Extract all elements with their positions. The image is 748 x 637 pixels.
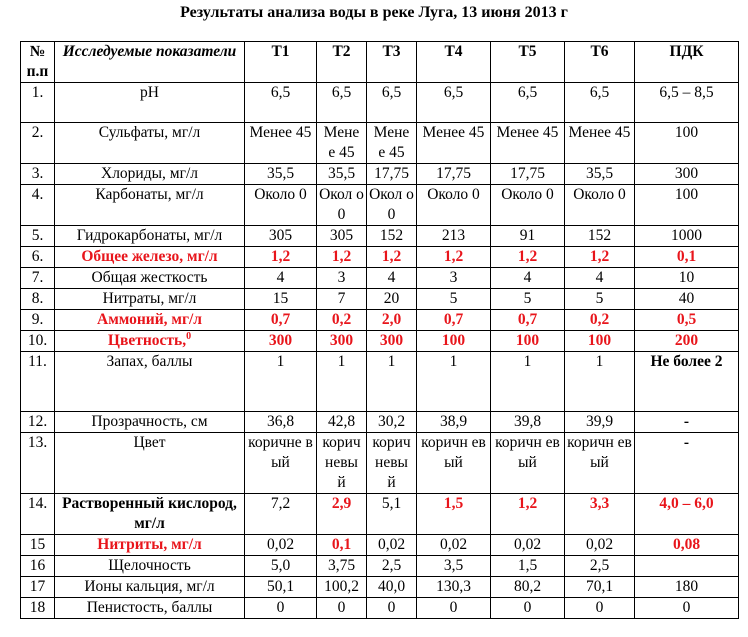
parameter-name: [55, 598, 245, 619]
value-cell: 305: [317, 226, 367, 247]
value-cell: 38,9: [417, 412, 491, 433]
value-cell: 1,2: [491, 494, 565, 535]
value-cell: 50,1: [245, 577, 317, 598]
table-row: [21, 247, 739, 268]
parameter-name: [55, 494, 245, 535]
row-number: 6.: [21, 247, 55, 268]
value-cell: 6,5: [417, 83, 491, 123]
table-row: [21, 123, 739, 164]
limit-cell: -: [635, 433, 739, 494]
value-cell: 80,2: [491, 577, 565, 598]
value-cell: 39,8: [491, 412, 565, 433]
limit-cell: 0,5: [635, 310, 739, 331]
value-cell: 5: [565, 289, 635, 310]
value-cell: 1: [491, 352, 565, 412]
value-cell: 1,2: [317, 247, 367, 268]
value-cell: 4: [367, 268, 417, 289]
parameter-label: Сульфаты, мг/л: [98, 124, 201, 141]
row-number: 18: [21, 598, 55, 619]
value-cell: 42,8: [317, 412, 367, 433]
row-number: 1.: [21, 83, 55, 123]
value-cell: корич невы й: [367, 433, 417, 494]
parameter-label: Общая жесткость: [91, 269, 208, 286]
value-cell: 0,02: [245, 535, 317, 556]
parameter-name: [55, 331, 245, 352]
value-cell: 0: [565, 598, 635, 619]
parameter-name: [55, 535, 245, 556]
table-row: [21, 352, 739, 412]
header-num: № п.п: [21, 42, 55, 83]
value-cell: 1: [417, 352, 491, 412]
limit-cell: 1000: [635, 226, 739, 247]
value-cell: 1,2: [491, 247, 565, 268]
value-cell: Около 0: [417, 185, 491, 226]
limit-cell: 10: [635, 268, 739, 289]
value-cell: 6,5: [565, 83, 635, 123]
value-cell: 1: [245, 352, 317, 412]
value-cell: корич невы й: [317, 433, 367, 494]
value-cell: 152: [565, 226, 635, 247]
value-cell: 0,2: [565, 310, 635, 331]
parameter-name: [55, 226, 245, 247]
value-cell: 30,2: [367, 412, 417, 433]
value-cell: 0: [367, 598, 417, 619]
value-cell: 1,2: [417, 247, 491, 268]
parameter-label: Общее железо, мг/л: [81, 248, 218, 265]
value-cell: 0,02: [417, 535, 491, 556]
value-cell: 0,1: [317, 535, 367, 556]
value-cell: 17,75: [367, 164, 417, 185]
row-number: 5.: [21, 226, 55, 247]
row-number: 15: [21, 535, 55, 556]
parameter-label: Нитриты, мг/л: [97, 536, 202, 553]
value-cell: Менее 45: [245, 123, 317, 164]
value-cell: 100,2: [317, 577, 367, 598]
value-cell: 1,2: [565, 247, 635, 268]
value-cell: Менее 45: [491, 123, 565, 164]
value-cell: коричн евый: [417, 433, 491, 494]
row-number: 9.: [21, 310, 55, 331]
header-t6: Т6: [565, 42, 635, 83]
table-row: [21, 535, 739, 556]
row-number: 11.: [21, 352, 55, 412]
value-cell: 100: [417, 331, 491, 352]
value-cell: 4: [245, 268, 317, 289]
value-cell: коричн евый: [565, 433, 635, 494]
value-cell: 15: [245, 289, 317, 310]
parameter-label: Аммоний, мг/л: [97, 311, 202, 328]
parameter-name: [55, 123, 245, 164]
value-cell: 2,9: [317, 494, 367, 535]
value-cell: 2,5: [565, 556, 635, 577]
value-cell: 5,1: [367, 494, 417, 535]
parameter-name: [55, 556, 245, 577]
value-cell: 0,7: [245, 310, 317, 331]
table-row: [21, 289, 739, 310]
value-cell: 6,5: [317, 83, 367, 123]
table-row: [21, 268, 739, 289]
header-row: [21, 42, 739, 83]
value-cell: 0,2: [317, 310, 367, 331]
results-table: [20, 41, 739, 619]
table-row: [21, 226, 739, 247]
table-row: [21, 598, 739, 619]
value-cell: 300: [317, 331, 367, 352]
value-cell: 5: [491, 289, 565, 310]
table-row: [21, 310, 739, 331]
row-number: 4.: [21, 185, 55, 226]
table-row: [21, 164, 739, 185]
value-cell: 300: [367, 331, 417, 352]
value-cell: 91: [491, 226, 565, 247]
header-t5: Т5: [491, 42, 565, 83]
row-number: 17: [21, 577, 55, 598]
parameter-label: Ионы кальция, мг/л: [84, 578, 215, 595]
value-cell: 2,0: [367, 310, 417, 331]
parameter-label: Нитраты, мг/л: [102, 290, 197, 307]
value-cell: Мене е 45: [367, 123, 417, 164]
parameter-name: [55, 289, 245, 310]
value-cell: 35,5: [565, 164, 635, 185]
parameter-name: [55, 185, 245, 226]
table-row: [21, 83, 739, 123]
table-row: [21, 433, 739, 494]
parameter-label: Пенистость, баллы: [86, 599, 213, 616]
value-cell: 100: [491, 331, 565, 352]
value-cell: Около 0: [491, 185, 565, 226]
value-cell: 0: [491, 598, 565, 619]
value-cell: 1,5: [491, 556, 565, 577]
value-cell: 100: [565, 331, 635, 352]
row-number: 3.: [21, 164, 55, 185]
limit-cell: 180: [635, 577, 739, 598]
value-cell: Окол о 0: [367, 185, 417, 226]
limit-cell: -: [635, 412, 739, 433]
value-cell: 20: [367, 289, 417, 310]
value-cell: 1,2: [245, 247, 317, 268]
header-t1: Т1: [245, 42, 317, 83]
value-cell: 3,75: [317, 556, 367, 577]
value-cell: 6,5: [367, 83, 417, 123]
header-t2: Т2: [317, 42, 367, 83]
value-cell: 17,75: [417, 164, 491, 185]
value-cell: 0: [245, 598, 317, 619]
value-cell: 130,3: [417, 577, 491, 598]
value-cell: 3: [317, 268, 367, 289]
parameter-name: [55, 310, 245, 331]
value-cell: 3,5: [417, 556, 491, 577]
value-cell: 35,5: [317, 164, 367, 185]
parameter-name: [55, 83, 245, 123]
parameter-name: [55, 577, 245, 598]
value-cell: Менее 45: [417, 123, 491, 164]
value-cell: 1: [317, 352, 367, 412]
limit-cell: 0: [635, 598, 739, 619]
page-title: Результаты анализа воды в реке Луга, 13 июня 2013 г: [180, 4, 568, 21]
value-cell: 1: [565, 352, 635, 412]
value-cell: 3: [417, 268, 491, 289]
value-cell: коричне вый: [245, 433, 317, 494]
value-cell: Менее 45: [565, 123, 635, 164]
value-cell: 4: [565, 268, 635, 289]
limit-cell: 300: [635, 164, 739, 185]
value-cell: 5,0: [245, 556, 317, 577]
value-cell: 2,5: [367, 556, 417, 577]
value-cell: 300: [245, 331, 317, 352]
table-row: [21, 412, 739, 433]
value-cell: 70,1: [565, 577, 635, 598]
value-cell: Мене е 45: [317, 123, 367, 164]
limit-cell: 6,5 – 8,5: [635, 83, 739, 123]
value-cell: 36,8: [245, 412, 317, 433]
value-cell: 1,5: [417, 494, 491, 535]
table-row: [21, 577, 739, 598]
value-cell: 0: [417, 598, 491, 619]
row-number: 16: [21, 556, 55, 577]
value-cell: 17,75: [491, 164, 565, 185]
header-t3: Т3: [367, 42, 417, 83]
value-cell: 0,02: [565, 535, 635, 556]
limit-cell: [635, 556, 739, 577]
value-cell: Около 0: [245, 185, 317, 226]
parameter-label: Запах, баллы: [106, 353, 193, 370]
row-number: 12.: [21, 412, 55, 433]
value-cell: 39,9: [565, 412, 635, 433]
table-row: [21, 185, 739, 226]
value-cell: 0,02: [367, 535, 417, 556]
value-cell: 40,0: [367, 577, 417, 598]
value-cell: 305: [245, 226, 317, 247]
parameter-name: [55, 268, 245, 289]
parameter-label: Карбонаты, мг/л: [95, 186, 204, 203]
value-cell: 6,5: [245, 83, 317, 123]
row-number: 10.: [21, 331, 55, 352]
row-number: 2.: [21, 123, 55, 164]
value-cell: 1,2: [367, 247, 417, 268]
header-t4: Т4: [417, 42, 491, 83]
limit-cell: 200: [635, 331, 739, 352]
parameter-label: Щелочность: [108, 557, 191, 574]
table-row: [21, 331, 739, 352]
limit-cell: 0,08: [635, 535, 739, 556]
row-number: 14.: [21, 494, 55, 535]
value-cell: 152: [367, 226, 417, 247]
value-cell: 5: [417, 289, 491, 310]
parameter-label: Хлориды, мг/л: [101, 165, 198, 182]
parameter-name: [55, 412, 245, 433]
value-cell: коричн евый: [491, 433, 565, 494]
parameter-label: Цвет: [133, 434, 166, 451]
value-cell: 1: [367, 352, 417, 412]
value-cell: 0,7: [417, 310, 491, 331]
value-cell: 0: [317, 598, 367, 619]
value-cell: 0,7: [491, 310, 565, 331]
parameter-name: [55, 164, 245, 185]
limit-cell: 100: [635, 123, 739, 164]
row-number: 8.: [21, 289, 55, 310]
header-param: Исследуемые показатели: [55, 42, 245, 83]
limit-cell: 100: [635, 185, 739, 226]
row-number: 7.: [21, 268, 55, 289]
value-cell: 35,5: [245, 164, 317, 185]
value-cell: 0,02: [491, 535, 565, 556]
row-number: 13.: [21, 433, 55, 494]
value-cell: Около 0: [565, 185, 635, 226]
value-cell: 213: [417, 226, 491, 247]
table-row: [21, 556, 739, 577]
parameter-name: [55, 433, 245, 494]
parameter-name: [55, 352, 245, 412]
parameter-label: Гидрокарбонаты, мг/л: [76, 227, 223, 244]
parameter-label: Прозрачность, см: [91, 413, 208, 430]
value-cell: 3,3: [565, 494, 635, 535]
value-cell: 7,2: [245, 494, 317, 535]
table-row: [21, 494, 739, 535]
value-cell: 7: [317, 289, 367, 310]
limit-cell: Не более 2: [635, 352, 739, 412]
header-limit: ПДК: [635, 42, 739, 83]
limit-cell: 40: [635, 289, 739, 310]
value-cell: 6,5: [491, 83, 565, 123]
parameter-label: Растворенный кислород, мг/л: [62, 495, 237, 532]
limit-cell: 0,1: [635, 247, 739, 268]
parameter-label: pH: [140, 84, 159, 101]
value-cell: Окол о 0: [317, 185, 367, 226]
limit-cell: 4,0 – 6,0: [635, 494, 739, 535]
parameter-label: Цветность,: [107, 332, 187, 349]
value-cell: 4: [491, 268, 565, 289]
parameter-name: [55, 247, 245, 268]
degree-superscript: 0: [186, 330, 192, 342]
